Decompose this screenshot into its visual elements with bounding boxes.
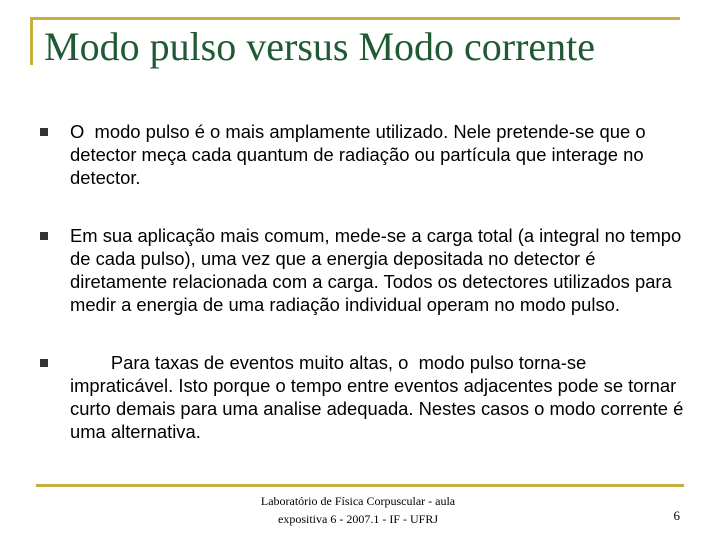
title-frame-horizontal: [30, 17, 680, 20]
bullet-text: Para taxas de eventos muito altas, o modo pulso torna-se impraticável. Isto porque o tempo entre eventos adjacentes pode se tornar curto demais para uma analise adequada. Nestes casos o modo corrente é uma alternativa.: [70, 352, 689, 442]
footer-line: Laboratório de Física Corpuscular - aula: [260, 494, 456, 508]
bullet-list: [40, 120, 689, 443]
footer-divider: [36, 484, 684, 487]
square-bullet-icon: [40, 128, 48, 136]
footer-line: expositiva 6 - 2007.1 - IF - UFRJ: [278, 512, 438, 526]
square-bullet-icon: [40, 232, 48, 240]
bullet-text: Em sua aplicação mais comum, mede-se a carga total (a integral no tempo de cada pulso), uma vez que a energia depositada no detector é diretamente relacionada com a carga. Todos os detectores utilizados para medir a energia de uma radiação individual operam no modo pulso.: [70, 225, 687, 315]
title-frame-vertical: [30, 17, 33, 65]
bullet-item: [40, 120, 686, 189]
bullet-item: [40, 224, 686, 316]
footer-text: [240, 492, 476, 528]
slide-title: Modo pulso versus Modo corrente: [44, 24, 596, 69]
bullet-text: O modo pulso é o mais amplamente utilizado. Nele pretende-se que o detector meça cada quantum de radiação ou partícula que interage no detector.: [70, 121, 651, 188]
page-number: 6: [673, 508, 680, 523]
bullet-item: [40, 351, 689, 443]
square-bullet-icon: [40, 359, 48, 367]
